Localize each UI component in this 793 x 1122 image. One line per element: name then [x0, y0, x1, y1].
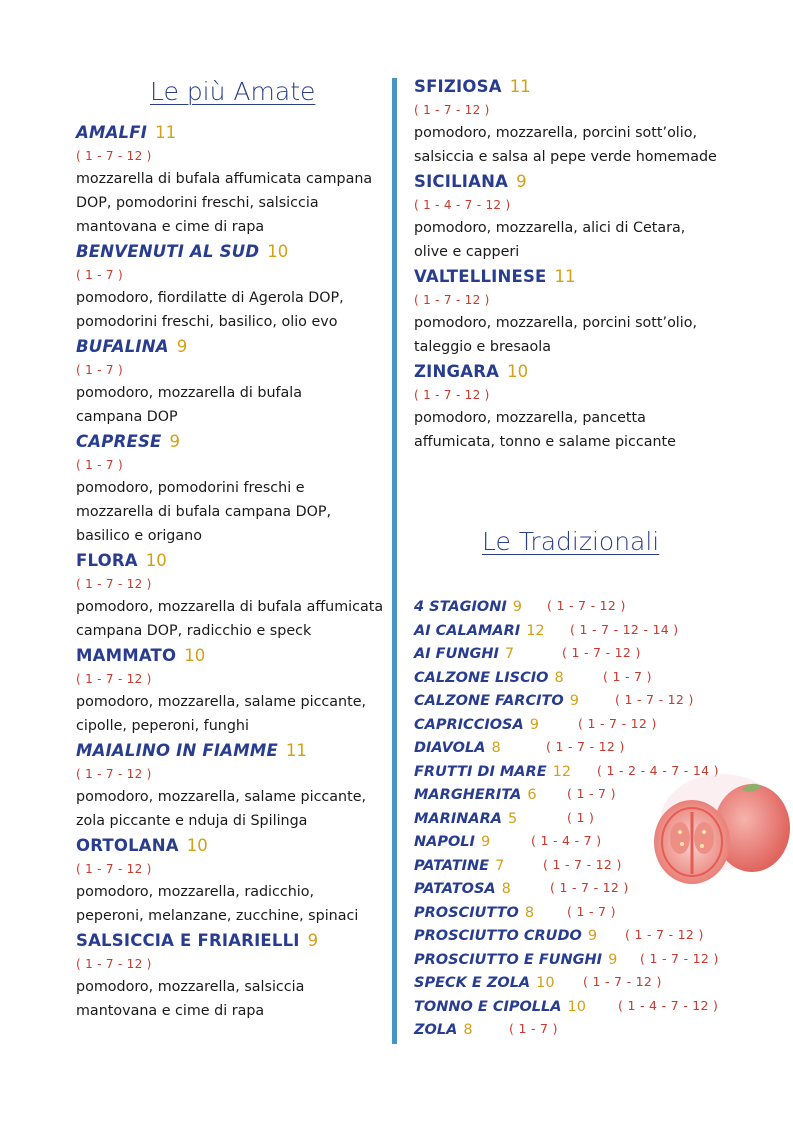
item-name: MARGHERITA: [414, 787, 522, 803]
item-allergens: ( 1 - 7 ): [567, 786, 616, 801]
menu-item: [76, 239, 388, 334]
item-allergens: ( 1 - 7 - 12 ): [543, 856, 622, 872]
item-allergens: ( 1 - 7 ): [567, 903, 616, 919]
item-name: TONNO E CIPOLLA: [414, 998, 562, 1015]
trad-menu-item: [414, 618, 789, 642]
item-price: 9: [569, 693, 579, 709]
item-price: 9: [587, 928, 598, 944]
item-price: 9: [529, 716, 539, 733]
item-price: 8: [524, 904, 535, 921]
item-name: MAMMATO: [76, 646, 177, 665]
item-allergens: ( 1 - 4 - 7 ): [531, 833, 602, 848]
item-price: 9: [307, 931, 319, 950]
trad-menu-item: [414, 970, 789, 994]
menu-item: [76, 643, 388, 738]
item-name: CAPRESE: [76, 432, 162, 451]
item-allergens: ( 1 - 7 - 12 ): [546, 739, 625, 754]
item-allergens: ( 1 - 7 - 12 ): [76, 149, 152, 163]
item-name: DIAVOLA: [414, 740, 486, 756]
menu-item: [414, 74, 784, 169]
item-name: PATATOSA: [414, 881, 496, 897]
item-name: PROSCIUTTO CRUDO: [414, 928, 582, 944]
item-description: pomodoro, mozzarella di bufala campana DOP: [76, 385, 303, 425]
item-price: 10: [536, 975, 555, 991]
item-price: 9: [608, 951, 618, 968]
menu-item: [76, 738, 388, 833]
item-name: MAIALINO IN FIAMME: [76, 741, 278, 760]
item-price: 7: [504, 646, 515, 662]
item-price: 9: [169, 432, 181, 451]
item-allergens: ( 1 - 7 - 12 ): [76, 957, 152, 971]
item-price: 11: [509, 77, 531, 96]
trad-menu-item: [414, 665, 789, 689]
trad-menu-item: [414, 641, 789, 665]
item-description: pomodoro, mozzarella, salsiccia mantovana e cime di rapa: [76, 979, 305, 1019]
item-description: pomodoro, mozzarella, porcini sott’olio, salsiccia e salsa al pepe verde homemade: [414, 125, 717, 165]
item-name: 4 STAGIONI: [414, 599, 507, 615]
item-allergens: ( 1 ): [567, 809, 595, 825]
menu-item: [414, 169, 784, 264]
item-price: 10: [186, 836, 208, 855]
section-title-piu-amate: Le più Amate: [150, 77, 316, 106]
item-name: CALZONE LISCIO: [414, 669, 549, 686]
item-description: pomodoro, mozzarella di bufala affumicata campana DOP, radicchio e speck: [76, 599, 384, 639]
item-price: 9: [176, 337, 188, 356]
item-allergens: ( 1 - 7 - 12 ): [640, 950, 719, 966]
item-name: PATATINE: [414, 857, 490, 874]
item-price: 11: [155, 123, 177, 142]
item-description: pomodoro, fiordilatte di Agerola DOP, pomodorini freschi, basilico, olio evo: [76, 290, 344, 330]
item-description: pomodoro, mozzarella, salame piccante, cipolle, peperoni, funghi: [76, 694, 367, 734]
column-divider: [392, 78, 397, 1044]
item-allergens: ( 1 - 7 ): [603, 668, 652, 684]
item-description: mozzarella di bufala affumicata campana DOP, pomodorini freschi, salsiccia mantovana e cime di rapa: [76, 171, 373, 235]
item-price: 10: [145, 551, 167, 570]
item-name: SPECK E ZOLA: [414, 975, 531, 991]
item-allergens: ( 1 - 7 ): [76, 458, 123, 472]
item-price: 12: [526, 622, 545, 639]
item-allergens: ( 1 - 7 - 12 ): [547, 598, 626, 613]
item-price: 9: [480, 834, 491, 850]
item-name: VALTELLINESE: [414, 267, 547, 286]
item-description: pomodoro, mozzarella, radicchio, peperoni, melanzane, zucchine, spinaci: [76, 884, 359, 924]
item-price: 7: [495, 857, 505, 874]
item-price: 6: [527, 787, 537, 803]
item-allergens: ( 1 - 7 - 12 ): [550, 880, 629, 895]
item-name: PROSCIUTTO E FUNGHI: [414, 951, 603, 968]
menu-list-piu-amate-left: [76, 120, 388, 1023]
item-allergens: ( 1 - 4 - 7 - 12 ): [618, 997, 719, 1013]
item-price: 9: [516, 172, 527, 191]
menu-item: [414, 264, 784, 359]
trad-menu-item: [414, 947, 789, 971]
item-name: CAPRICCIOSA: [414, 716, 524, 733]
item-name: SFIZIOSA: [414, 77, 502, 96]
item-price: 10: [267, 242, 289, 261]
menu-item: [76, 120, 388, 239]
item-description: pomodoro, mozzarella, pancetta affumicata, tonno e salame piccante: [414, 410, 676, 450]
menu-item: [414, 359, 784, 454]
item-name: ZINGARA: [414, 362, 500, 381]
trad-menu-item: [414, 900, 789, 924]
item-allergens: ( 1 - 4 - 7 - 12 ): [414, 198, 511, 212]
item-price: 8: [501, 881, 511, 897]
trad-menu-item: [414, 712, 789, 736]
item-name: ZOLA: [414, 1022, 458, 1038]
item-name: MARINARA: [414, 810, 502, 827]
item-name: SICILIANA: [414, 172, 509, 191]
item-allergens: ( 1 - 2 - 4 - 7 - 14 ): [597, 762, 719, 778]
item-name: BUFALINA: [76, 337, 169, 356]
item-allergens: ( 1 - 7 - 12 ): [562, 645, 641, 660]
item-allergens: ( 1 - 7 ): [76, 268, 123, 282]
menu-list-piu-amate-right: [414, 74, 784, 454]
item-description: pomodoro, mozzarella, salame piccante, zola piccante e nduja di Spilinga: [76, 789, 367, 829]
item-allergens: ( 1 - 7 - 12 ): [578, 715, 657, 731]
item-price: 11: [554, 267, 576, 286]
item-price: 10: [184, 646, 206, 665]
trad-menu-item: [414, 1017, 789, 1041]
section-title-tradizionali: Le Tradizionali: [482, 527, 660, 556]
menu-item: [76, 548, 388, 643]
item-price: 9: [512, 599, 522, 615]
menu-item: [76, 429, 388, 548]
item-name: AI CALAMARI: [414, 622, 521, 639]
item-name: AI FUNGHI: [414, 646, 499, 662]
item-price: 8: [554, 669, 564, 686]
item-description: pomodoro, pomodorini freschi e mozzarella di bufala campana DOP, basilico e origano: [76, 480, 332, 544]
item-allergens: ( 1 - 7 - 12 ): [615, 692, 694, 707]
item-price: 5: [507, 810, 518, 827]
item-price: 10: [507, 362, 529, 381]
item-name: PROSCIUTTO: [414, 904, 519, 921]
item-name: FLORA: [76, 551, 138, 570]
item-name: NAPOLI: [414, 834, 475, 850]
trad-menu-item: [414, 688, 789, 712]
item-description: pomodoro, mozzarella, alici di Cetara, olive e capperi: [414, 220, 686, 260]
item-allergens: ( 1 - 7 ): [509, 1021, 558, 1036]
item-name: SALSICCIA E FRIARIELLI: [76, 931, 300, 950]
trad-menu-item: [414, 594, 789, 618]
trad-menu-item: [414, 994, 789, 1018]
item-allergens: ( 1 - 7 - 12 ): [76, 672, 152, 686]
item-allergens: ( 1 - 7 - 12 - 14 ): [570, 621, 679, 637]
item-price: 12: [552, 763, 572, 780]
item-price: 8: [491, 740, 501, 756]
item-allergens: ( 1 - 7 - 12 ): [414, 293, 490, 307]
item-description: pomodoro, mozzarella, porcini sott’olio, taleggio e bresaola: [414, 315, 698, 355]
item-allergens: ( 1 - 7 - 12 ): [583, 974, 662, 989]
item-name: FRUTTI DI MARE: [414, 763, 547, 780]
trad-menu-item: [414, 923, 789, 947]
menu-item: [76, 833, 388, 928]
item-allergens: ( 1 - 7 - 12 ): [414, 103, 490, 117]
item-name: BENVENUTI AL SUD: [76, 242, 260, 261]
item-name: CALZONE FARCITO: [414, 693, 564, 709]
item-price: 10: [567, 998, 586, 1015]
trad-menu-item: [414, 735, 789, 759]
item-name: ORTOLANA: [76, 836, 179, 855]
item-price: 11: [285, 741, 307, 760]
menu-item: [76, 334, 388, 429]
item-name: AMALFI: [76, 123, 148, 142]
item-allergens: ( 1 - 7 ): [76, 363, 123, 377]
menu-item: [76, 928, 388, 1023]
tomato-illustration-icon: [650, 770, 793, 890]
item-price: 8: [463, 1022, 473, 1038]
item-allergens: ( 1 - 7 - 12 ): [76, 767, 152, 781]
item-allergens: ( 1 - 7 - 12 ): [414, 388, 490, 402]
item-allergens: ( 1 - 7 - 12 ): [76, 577, 152, 591]
item-allergens: ( 1 - 7 - 12 ): [76, 862, 152, 876]
item-allergens: ( 1 - 7 - 12 ): [625, 927, 704, 942]
